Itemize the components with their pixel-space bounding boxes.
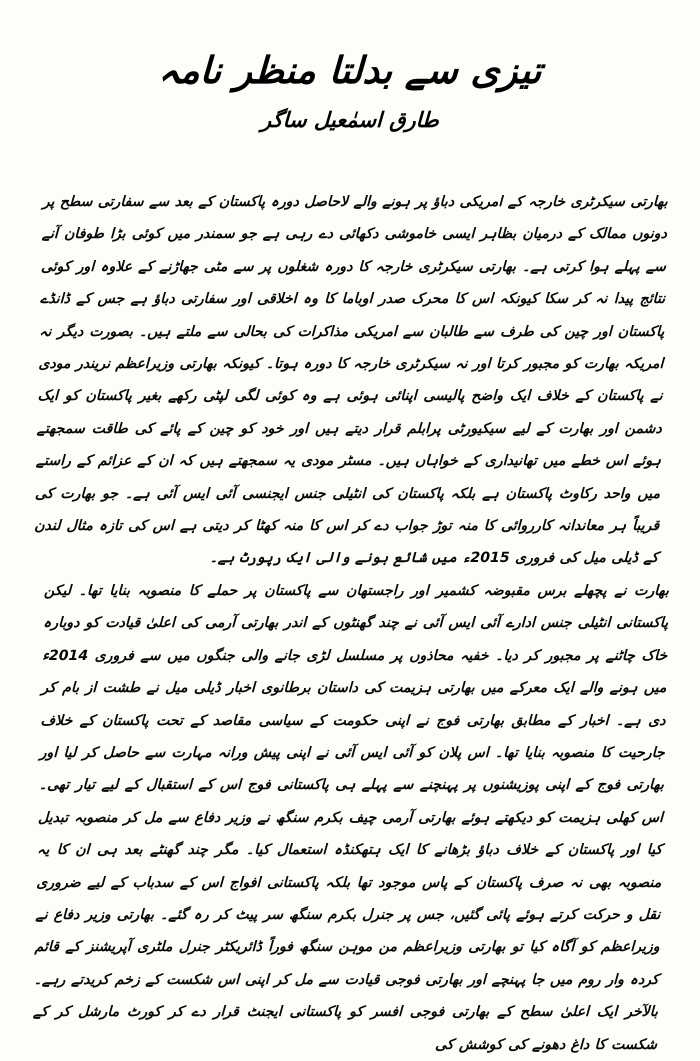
article-body (32, 186, 670, 1061)
article-paragraph: بھارتی سیکرٹری خارجہ کے امریکی دباؤ پر ہونے والے لاحاصل دورہ پاکستان کے بعد سے سفارتی سطح پر دونوں ممالک کے درمیان بظاہر ایسی خاموشی دکھائی دے رہی ہے جو سمندر میں کوئی بڑا طوفان آنے سے پہلے ہوا کرتی ہے۔ بھارتی سیکرٹری خارجہ کا دورہ شغلوں پر سے مٹی جھاڑنے کے علاوہ اور کوئی نتائج پیدا نہ کر سکا کیونکہ اس کا محرک صدر اوباما کا وہ اخلاقی اور سفارتی دباؤ ہے جس کے ڈانڈے پاکستان اور چین کی طرف سے طالبان سے امریکی مذاکرات کی بحالی سے ملتے ہیں۔ بصورت دیگر نہ امریکہ بھارت کو مجبور کرتا اور نہ سیکرٹری خارجہ کا دورہ ہوتا۔ کیونکہ بھارتی وزیراعظم نریندر مودی نے پاکستان کے خلاف ایک واضح پالیسی اپنائی ہوئی ہے وہ کوئی لگی لپٹی رکھے بغیر پاکستان کو ایک دشمن اور بھارت کے لیے سیکیورٹی پرابلم قرار دیتے ہیں اور خود کو چین کے پائے کی طاقت سمجھتے ہوئے اس خطے میں تھانیداری کے خواہاں ہیں۔ مسٹر مودی یہ سمجھتے ہیں کہ ان کے عزائم کے راستے میں واحد رکاوٹ پاکستان ہے بلکہ پاکستان کی انٹیلی جنس ایجنسی آئی ایس آئی ہے۔ جو بھارت کی قریباً ہر معاندانہ کارروائی کا منہ توڑ جواب دے کر اس کا منہ کھٹا کر دیتی ہے اس کی تازہ مثال لندن کے ڈیلی میل کی فروری 2015ء میں شائع ہونے والی ایک رپورٹ ہے۔ (33, 194, 668, 567)
article-byline: طارق اسمٰعیل ساگر (260, 107, 440, 132)
page-title: تیزی سے بدلتا منظر نامہ (157, 49, 543, 92)
article-paragraph: بھارت نے پچھلے برس مقبوضہ کشمیر اور راجستھان سے پاکستان پر حملے کا منصوبہ بنایا تھا۔ لیکن پاکستانی انٹیلی جنس ادارے آئی ایس آئی نے چند گھنٹوں کے اندر بھارتی آرمی کی اعلیٰ قیادت کو دوبارہ خاک چاٹنے پر مجبور کر دیا۔ خفیہ محاذوں پر مسلسل لڑی جانے والی جنگوں میں سے فروری 2014ء میں ہونے والے ایک معرکے میں بھارتی ہزیمت کی داستان برطانوی اخبار ڈیلی میل نے طشت از بام کر دی ہے۔ اخبار کے مطابق بھارتی فوج نے اپنی حکومت کے سیاسی مقاصد کے تحت پاکستان کے خلاف جارحیت کا منصوبہ بنایا تھا۔ اس پلان کو آئی ایس آئی نے اپنی پیش ورانہ مہارت سے حاصل کر لیا اور بھارتی فوج کے اپنی پوزیشنوں پر پہنچنے سے پہلے ہی پاکستانی فوج اس کے استقبال کے لیے تیار تھی۔ اس کھلی ہزیمت کو دیکھتے ہوئے بھارتی آرمی چیف بکرم سنگھ نے وزیر دفاع سے مل کر منصوبہ تبدیل کیا اور پاکستان کے خلاف دباؤ بڑھانے کا ایک ہتھکنڈہ استعمال کیا۔ مگر چند گھنٹے بعد ہی ان کا یہ منصوبہ بھی نہ صرف پاکستان کے پاس موجود تھا بلکہ پاکستانی افواج اس کے سدباب کے لیے ضروری نقل و حرکت کرتے ہوئے پائی گئیں، جس پر جنرل بکرم سنگھ سر پیٹ کر رہ گئے۔ بھارتی وزیر دفاع نے وزیراعظم کو آگاہ کیا تو بھارتی وزیراعظم من موہن سنگھ فوراً ڈائریکٹر جنرل ملٹری آپریشنز کے قائم کردہ وار روم میں جا پہنچے اور بھارتی فوجی قیادت سے مل کر اپنی اس شکست کے زخم کریدتے رہے۔ بالآخر ایک اعلیٰ سطح کے بھارتی فوجی افسر کو پاکستانی ایجنٹ قرار دے کر کورٹ مارشل کر کے شکست کا داغ دھونے کی کوشش کی (32, 582, 670, 1053)
article-masthead (0, 0, 700, 135)
